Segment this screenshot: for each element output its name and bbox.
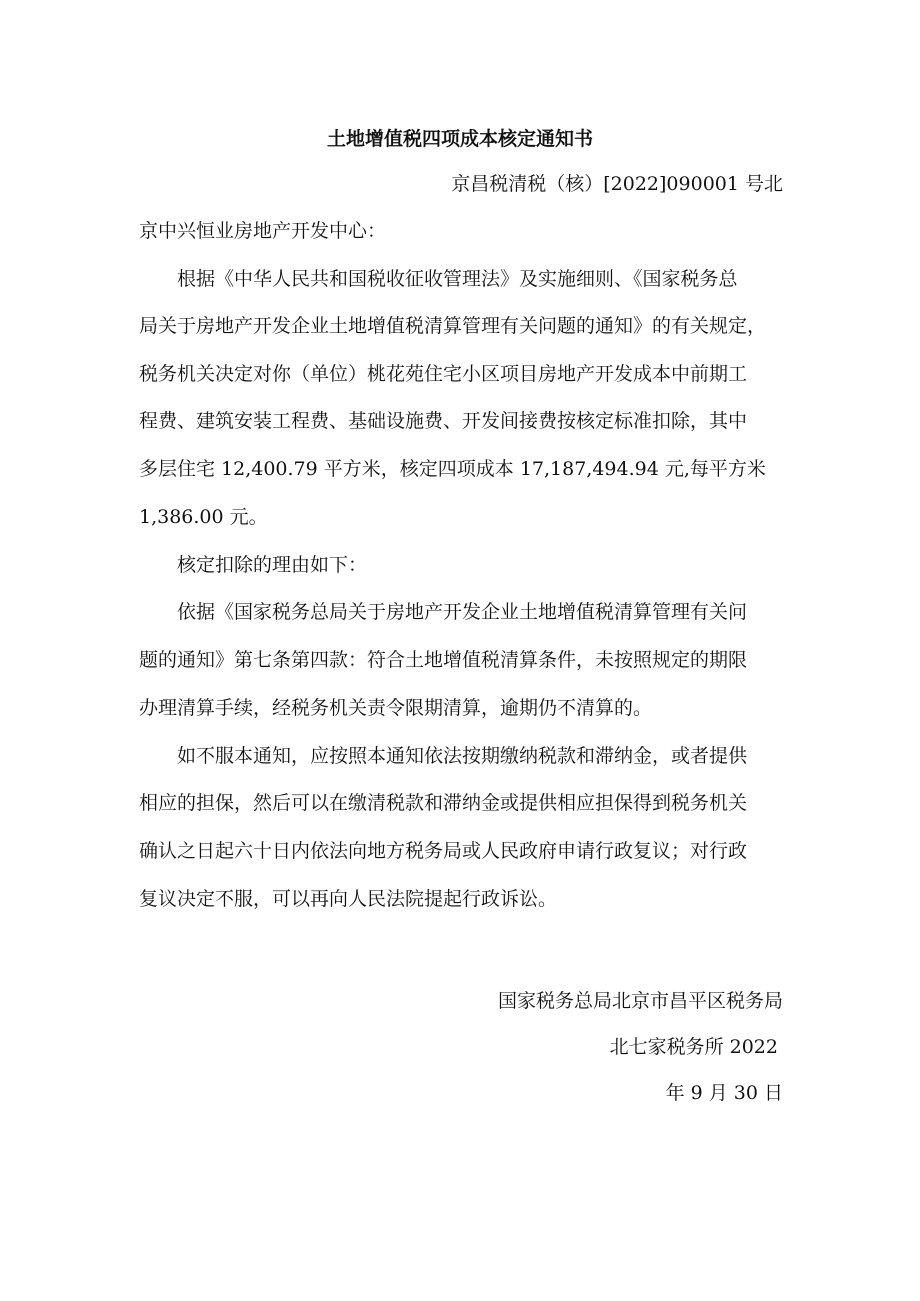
recipient-line: 京中兴恒业房地产开发中心： xyxy=(139,220,387,242)
signature-date: 年 9 月 30 日 xyxy=(665,1082,783,1104)
para3-line-2: 相应的担保，然后可以在缴清税款和滞纳金或提供相应担保得到税务机关 xyxy=(139,792,748,814)
para2-line-2: 题的通知》第七条第四款：符合土地增值税清算条件，未按照规定的期限 xyxy=(139,649,748,671)
para1-line-4: 程费、建筑安装工程费、基础设施费、开发间接费按核定标准扣除，其中 xyxy=(139,410,748,432)
para1-line-6: 1,386.00 元。 xyxy=(139,506,268,528)
para1-line-5: 多层住宅 12,400.79 平方米，核定四项成本 17,187,494.94 元,每平方米 xyxy=(139,458,766,480)
signature-branch: 北七家税务所 2022 xyxy=(609,1036,778,1058)
para3-line-3: 确认之日起六十日内依法向地方税务局或人民政府申请行政复议；对行政 xyxy=(139,840,748,862)
reason-heading: 核定扣除的理由如下： xyxy=(177,554,368,576)
para1-line-1: 根据《中华人民共和国税收征收管理法》及实施细则、《国家税务总 xyxy=(177,268,738,290)
document-title: 土地增值税四项成本核定通知书 xyxy=(326,128,593,150)
para1-line-3: 税务机关决定对你（单位）桃花苑住宅小区项目房地产开发成本中前期工 xyxy=(139,363,748,385)
para3-line-1: 如不服本通知，应按照本通知依法按期缴纳税款和滞纳金，或者提供 xyxy=(177,745,748,767)
para3-line-4: 复议决定不服，可以再向人民法院提起行政诉讼。 xyxy=(139,888,558,910)
para2-line-1: 依据《国家税务总局关于房地产开发企业土地增值税清算管理有关问 xyxy=(177,601,748,623)
reference-number: 京昌税清税（核）[2022]090001 号北 xyxy=(451,173,783,195)
para1-line-2: 局关于房地产开发企业土地增值税清算管理有关问题的通知》的有关规定， xyxy=(139,315,767,337)
signature-office: 国家税务总局北京市昌平区税务局 xyxy=(497,990,783,1012)
para2-line-3: 办理清算手续，经税务机关责令限期清算，逾期仍不清算的。 xyxy=(139,697,653,719)
